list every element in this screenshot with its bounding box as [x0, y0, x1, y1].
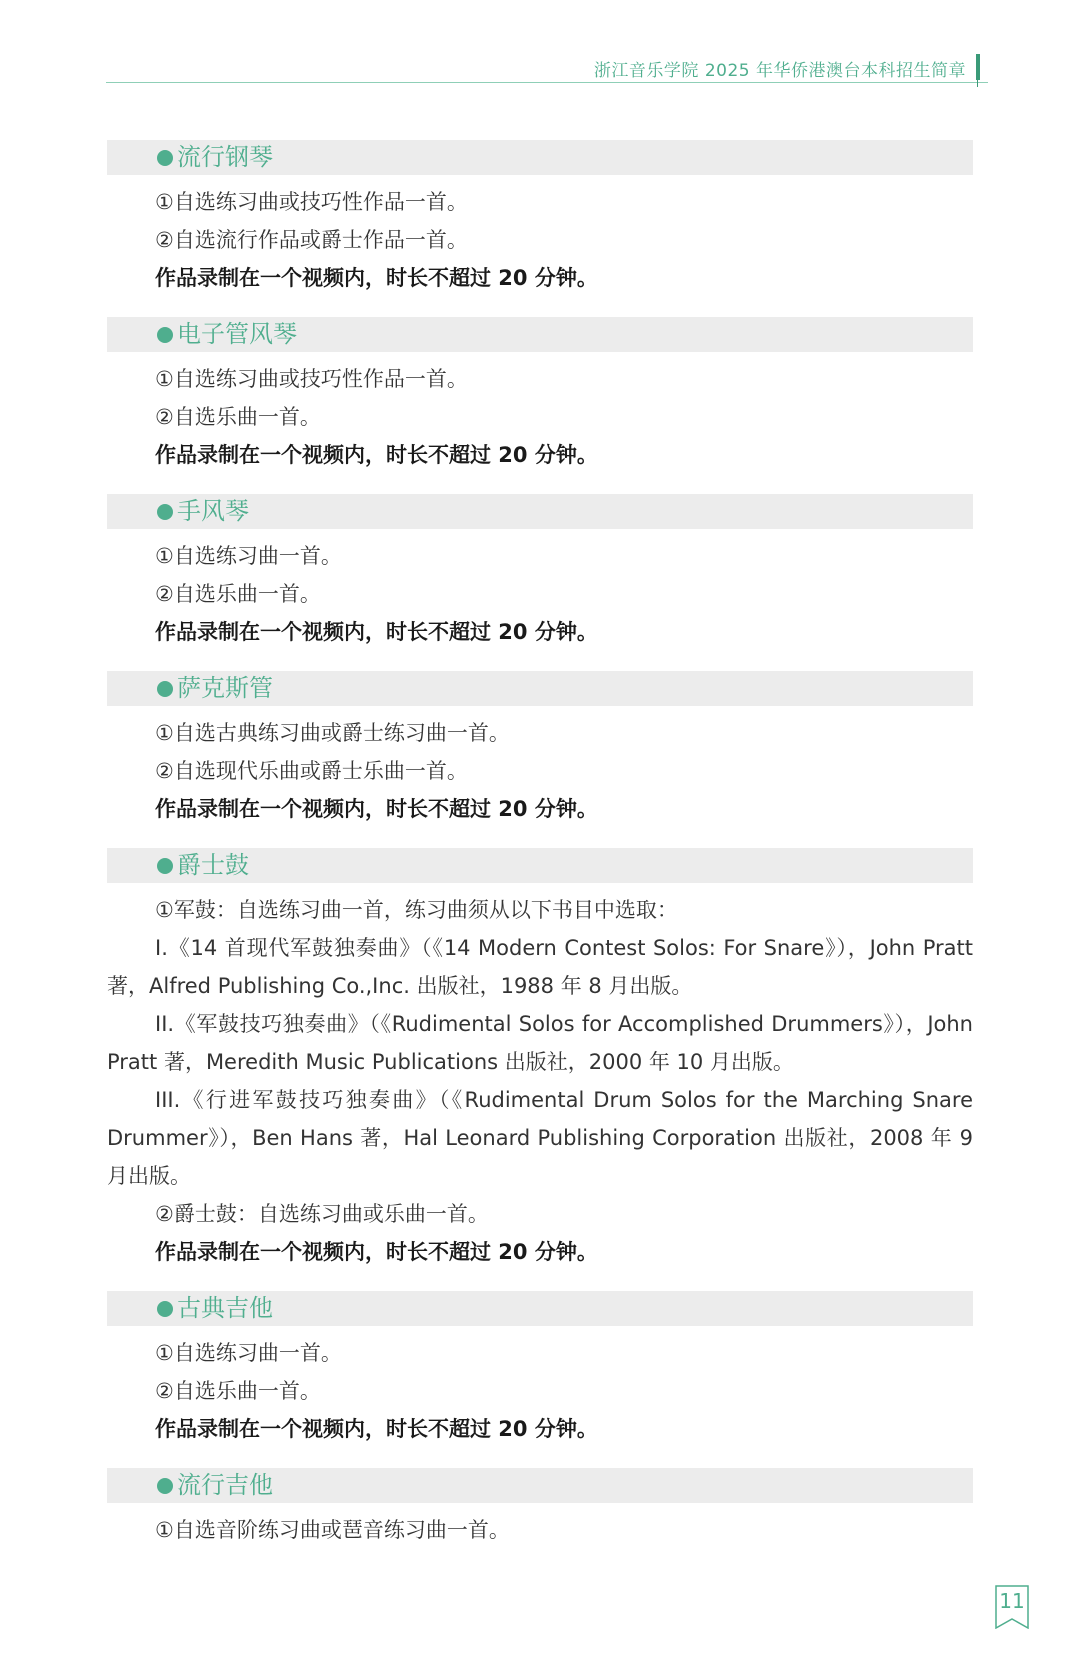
recording-note: 作品录制在一个视频内，时长不超过 20 分钟。: [155, 620, 598, 644]
bullet-icon: [157, 681, 173, 697]
requirement-item: ①自选练习曲一首。: [155, 544, 342, 568]
requirement-item: ①自选古典练习曲或爵士练习曲一首。: [155, 721, 510, 745]
header-title: 浙江音乐学院 2025 年华侨港澳台本科招生简章: [593, 61, 966, 81]
section-pop-piano: [107, 140, 973, 297]
section-classical-guitar: [107, 1291, 973, 1448]
section-accordion: [107, 494, 973, 651]
section-heading: [107, 1291, 973, 1326]
recording-note: 作品录制在一个视频内，时长不超过 20 分钟。: [155, 1240, 598, 1264]
requirement-item: ②自选乐曲一首。: [155, 582, 321, 606]
section-title: 流行钢琴: [177, 143, 273, 171]
section-title: 古典吉他: [177, 1294, 273, 1322]
section-heading: [107, 494, 973, 529]
section-heading: [107, 671, 973, 706]
section-title: 电子管风琴: [177, 320, 297, 348]
section-title: 萨克斯管: [177, 674, 273, 702]
requirement-item: ①自选练习曲或技巧性作品一首。: [155, 190, 468, 214]
book-entry: II.《军鼓技巧独奏曲》（《Rudimental Solos for Accomplished Drummers》），John Pratt 著，Meredith Music Publications 出版社，2000 年 10 月出版。: [107, 1012, 973, 1074]
section-title: 流行吉他: [177, 1471, 273, 1499]
bullet-icon: [157, 504, 173, 520]
requirement-item: ②自选乐曲一首。: [155, 405, 321, 429]
book-entry: I.《14 首现代军鼓独奏曲》（《14 Modern Contest Solos: For Snare》），John Pratt 著，Alfred Publishing Co.,Inc. 出版社，1988 年 8 月出版。: [107, 936, 973, 998]
bullet-icon: [157, 1301, 173, 1317]
section-electronic-organ: [107, 317, 973, 474]
page-content: [107, 140, 973, 1569]
section-heading: [107, 140, 973, 175]
bullet-icon: [157, 1478, 173, 1494]
requirement-item: ②自选现代乐曲或爵士乐曲一首。: [155, 759, 468, 783]
requirement-item: ①自选音阶练习曲或琶音练习曲一首。: [155, 1518, 510, 1542]
page-number-badge: [995, 1585, 1029, 1629]
section-saxophone: [107, 671, 973, 828]
page-header: [106, 52, 988, 84]
recording-note: 作品录制在一个视频内，时长不超过 20 分钟。: [155, 266, 598, 290]
section-title: 手风琴: [177, 497, 249, 525]
bullet-icon: [157, 150, 173, 166]
header-rule-tick: [977, 79, 978, 87]
requirement-item: ①军鼓：自选练习曲一首，练习曲须从以下书目中选取：: [155, 898, 678, 922]
requirement-item: ②自选乐曲一首。: [155, 1379, 321, 1403]
section-heading: [107, 1468, 973, 1503]
page-number: 11: [999, 1589, 1025, 1613]
bullet-icon: [157, 858, 173, 874]
requirement-item: ①自选练习曲一首。: [155, 1341, 342, 1365]
requirement-item: ①自选练习曲或技巧性作品一首。: [155, 367, 468, 391]
requirement-item: ②自选流行作品或爵士作品一首。: [155, 228, 468, 252]
section-pop-guitar: [107, 1468, 973, 1549]
recording-note: 作品录制在一个视频内，时长不超过 20 分钟。: [155, 797, 598, 821]
recording-note: 作品录制在一个视频内，时长不超过 20 分钟。: [155, 443, 598, 467]
header-mark: [976, 54, 980, 80]
section-title: 爵士鼓: [177, 851, 249, 879]
recording-note: 作品录制在一个视频内，时长不超过 20 分钟。: [155, 1417, 598, 1441]
section-heading: [107, 317, 973, 352]
section-heading: [107, 848, 973, 883]
requirement-item: ②爵士鼓：自选练习曲或乐曲一首。: [155, 1202, 489, 1226]
bullet-icon: [157, 327, 173, 343]
book-entry: III.《行进军鼓技巧独奏曲》（《Rudimental Drum Solos for the Marching Snare Drummer》），Ben Hans 著，Hal Leonard Publishing Corporation 出版社，2008 年 9 月出版。: [107, 1088, 973, 1188]
header-rule: [106, 82, 988, 83]
section-jazz-drums: [107, 848, 973, 1271]
